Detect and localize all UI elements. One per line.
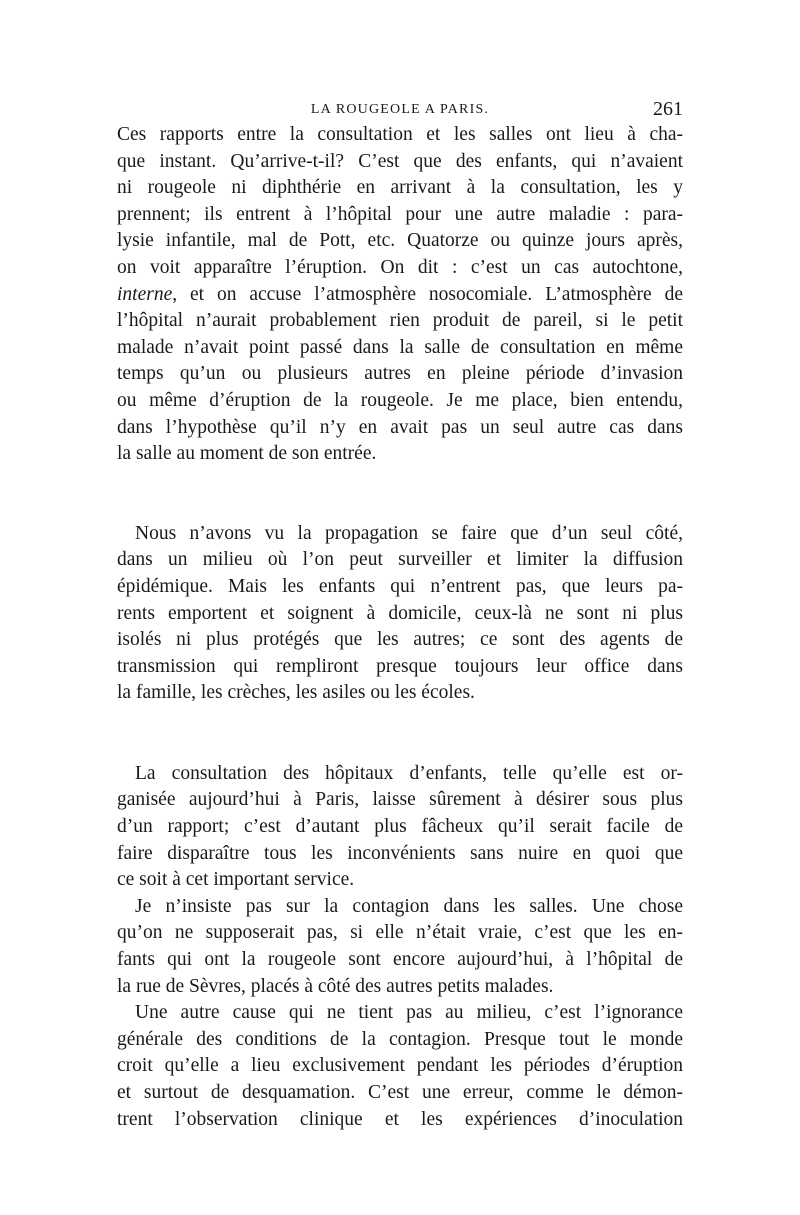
- text-line: malade n’avait point passé dans la salle de consultation en même: [117, 336, 683, 358]
- text-line: Nous n’avons vu la propagation se faire que d’un seul côté,: [135, 522, 683, 544]
- text-line: dans l’hypothèse qu’il n’y en avait pas un seul autre cas dans: [117, 416, 683, 438]
- text-line: épidémique. Mais les enfants qui n’entrent pas, que leurs pa-: [117, 575, 683, 597]
- text-line: ni rougeole ni diphthérie en arrivant à la consultation, les y: [117, 177, 683, 199]
- text-line: Ces rapports entre la consultation et les salles ont lieu à cha-: [117, 124, 683, 145]
- text-line: la rue de Sèvres, placés à côté des autres petits malades.: [117, 975, 554, 997]
- text-line: qu’on ne supposerait pas, si elle n’était vraie, c’est que les en-: [117, 922, 683, 944]
- text-line: croit qu’elle a lieu exclusivement pendant les périodes d’éruption: [117, 1055, 683, 1077]
- text-line: générale des conditions de la contagion. Presque tout le monde: [117, 1028, 683, 1050]
- text-line: d’un rapport; c’est d’autant plus fâcheux qu’il serait facile de: [117, 816, 683, 838]
- text-line: lysie infantile, mal de Pott, etc. Quatorze ou quinze jours après,: [117, 230, 683, 252]
- text-line-italic-lead: interne, et on accuse l’atmosphère nosocomiale. L’atmosphère de: [117, 283, 683, 305]
- running-title: LA ROUGEOLE A PARIS.: [310, 102, 490, 117]
- text-line: transmission qui rempliront presque toujours leur office dans: [117, 655, 683, 677]
- text-line: ou même d’éruption de la rougeole. Je me place, bien entendu,: [117, 389, 683, 411]
- paragraph-gap: [117, 707, 683, 761]
- paragraph: [117, 761, 683, 894]
- text-line: Une autre cause qui ne tient pas au milieu, c’est l’ignorance: [135, 1002, 683, 1024]
- text-line: l’hôpital n’aurait probablement rien produit de pareil, si le petit: [117, 310, 683, 332]
- text-line: trent l’observation clinique et les expériences d’inoculation: [117, 1108, 683, 1130]
- text-line: on voit apparaître l’éruption. On dit : c’est un cas autochtone,: [117, 256, 683, 278]
- running-head: [117, 98, 683, 122]
- body-text: [117, 122, 683, 1133]
- text-line: Je n’insiste pas sur la contagion dans les salles. Une chose: [135, 895, 683, 917]
- text-line: ce soit à cet important service.: [117, 869, 355, 891]
- text-line: La consultation des hôpitaux d’enfants, telle qu’elle est or-: [135, 762, 683, 784]
- paragraph: [117, 894, 683, 1000]
- text-line: fants qui ont la rougeole sont encore aujourd’hui, à l’hôpital de: [117, 949, 683, 971]
- paragraph-gap: [117, 468, 683, 521]
- page-number: 261: [653, 98, 683, 120]
- paragraph: [117, 1000, 683, 1133]
- paragraph: [117, 521, 683, 707]
- text-line: la salle au moment de son entrée.: [117, 443, 377, 465]
- text-line: ganisée aujourd’hui à Paris, laisse sûrement à désirer sous plus: [117, 789, 683, 811]
- text-line: prennent; ils entrent à l’hôpital pour une autre maladie : para-: [117, 203, 683, 225]
- text-line: que instant. Qu’arrive-t-il? C’est que des enfants, qui n’avaient: [117, 150, 683, 172]
- text-line: temps qu’un ou plusieurs autres en pleine période d’invasion: [117, 363, 683, 385]
- text-line: rents emportent et soignent à domicile, ceux-là ne sont ni plus: [117, 602, 683, 624]
- paragraph: [117, 122, 683, 468]
- text-line: et surtout de desquamation. C’est une erreur, comme le démon-: [117, 1082, 683, 1103]
- text-line: faire disparaître tous les inconvénients sans nuire en quoi que: [117, 842, 683, 864]
- text-line: la famille, les crèches, les asiles ou les écoles.: [117, 682, 475, 704]
- text-line: isolés ni plus protégés que les autres; ce sont des agents de: [117, 629, 683, 651]
- text-line: dans un milieu où l’on peut surveiller et limiter la diffusion: [117, 549, 683, 571]
